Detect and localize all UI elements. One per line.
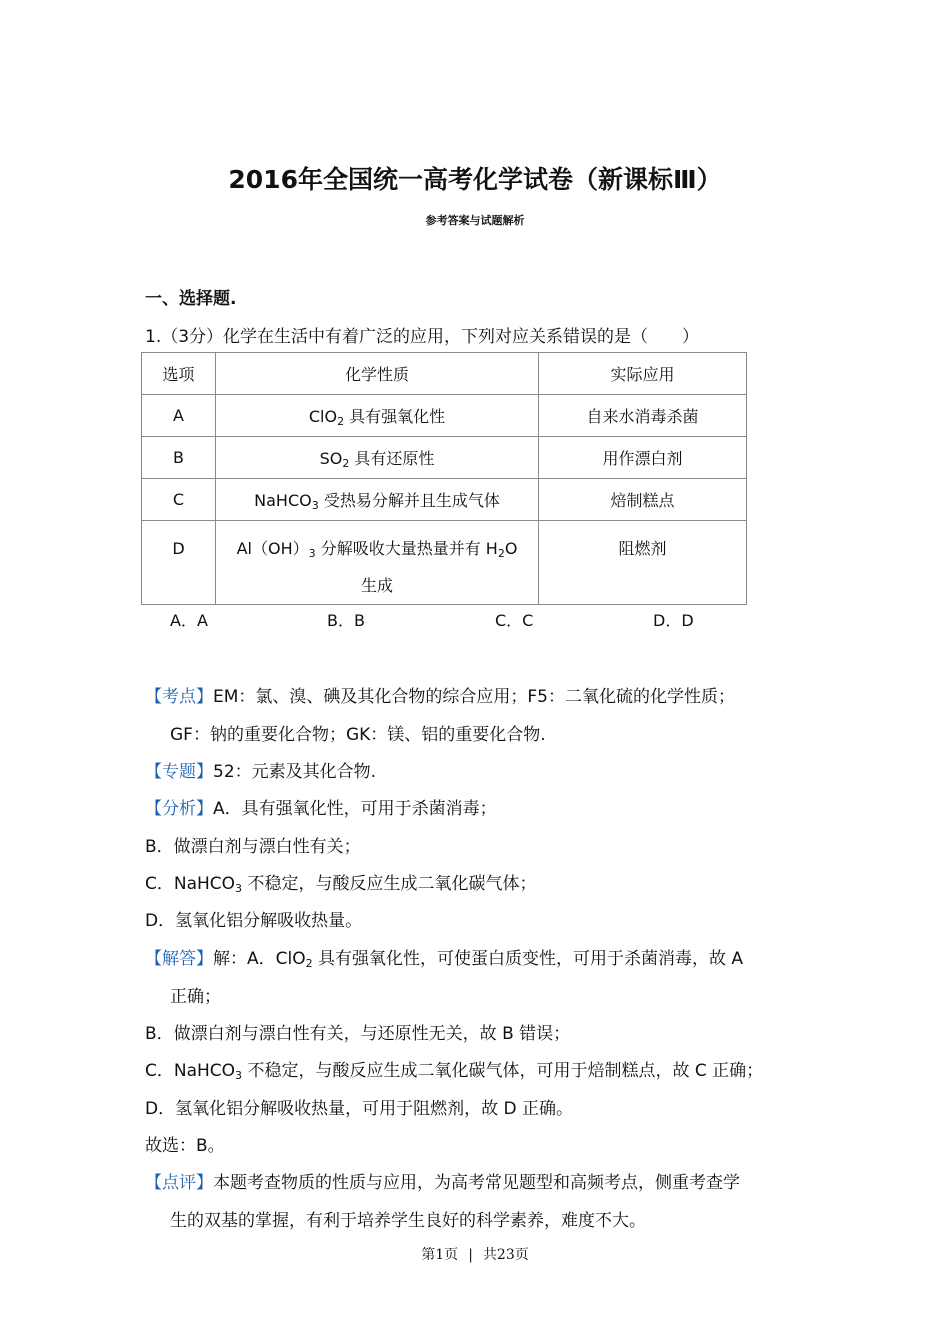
footer-separator: | [468, 1247, 473, 1263]
fenxi-tag: 【分析】 [145, 799, 213, 819]
jieda-a-line-2: 正确； [170, 987, 221, 1007]
choice-a: A．A [170, 611, 208, 630]
question-stem: 1.（3分）化学在生活中有着广泛的应用，下列对应关系错误的是（ ） [145, 327, 700, 347]
fenxi-line: 【分析】A．具有强氧化性，可用于杀菌消毒； [145, 799, 497, 819]
zhuanti-tag: 【专题】 [145, 762, 213, 782]
section-heading: 一、选择题. [145, 289, 237, 309]
row-property: $SO_2$ 具有还原性 [216, 437, 539, 479]
row-application: 阻燃剂 [539, 521, 747, 605]
row-application: 自来水消毒杀菌 [539, 395, 747, 437]
jieda-d: D．氢氧化铝分解吸收热量，可用于阻燃剂，故 D 正确。 [145, 1099, 573, 1119]
document-subtitle: 参考答案与试题解析 [425, 214, 525, 227]
dianping-line: 【点评】本题考查物质的性质与应用，为高考常见题型和高频考点，侧重考查学 [145, 1173, 740, 1193]
document-title: 2016年全国统一高考化学试卷（新课标Ⅲ） [228, 165, 722, 194]
table-row [142, 395, 747, 437]
header-property: 化学性质 [216, 353, 539, 395]
fenxi-c: C．NaHCO$_3$ 不稳定，与酸反应生成二氧化碳气体； [145, 874, 537, 895]
choice-d: D．D [653, 611, 694, 630]
question-table [141, 352, 747, 605]
zhuanti-line: 【专题】52：元素及其化合物. [145, 762, 377, 782]
choice-b: B．B [327, 611, 365, 630]
table-header-row [142, 353, 747, 395]
jieda-tag: 【解答】 [145, 949, 213, 969]
kaodian-line-2: GF：钠的重要化合物；GK：镁、铝的重要化合物. [170, 725, 546, 745]
row-option: B [142, 437, 216, 479]
table-row [142, 521, 747, 605]
row-property: ClO$_2$ 具有强氧化性 [216, 395, 539, 437]
page-number: 第1页 [421, 1247, 459, 1263]
fenxi-d: D．氢氧化铝分解吸收热量。 [145, 911, 363, 931]
kaodian-line: 【考点】EM：氯、溴、碘及其化合物的综合应用；F5：二氧化硫的化学性质； [145, 687, 736, 707]
jieda-b: B．做漂白剂与漂白性有关，与还原性无关，故 B 错误； [145, 1024, 571, 1044]
header-application: 实际应用 [539, 353, 747, 395]
header-option: 选项 [142, 353, 216, 395]
answer-choices [170, 608, 730, 632]
dianping-line-2: 生的双基的掌握，有利于培养学生良好的科学素养，难度不大。 [170, 1211, 646, 1231]
page-footer [0, 1244, 950, 1264]
row-property: NaHCO$_3$ 受热易分解并且生成气体 [216, 479, 539, 521]
answer-line: 故选：B。 [145, 1136, 225, 1156]
row-option: D [142, 521, 216, 605]
jieda-line: 【解答】解：A．ClO$_2$ 具有强氧化性，可使蛋白质变性，可用于杀菌消毒，故 A [145, 949, 744, 970]
row-property: $Al(OH)_3$ 分解吸收大量热量并有 $H_2O$ 生成 [216, 521, 539, 605]
table-row [142, 479, 747, 521]
table-row [142, 437, 747, 479]
jieda-c: C．NaHCO$_3$ 不稳定，与酸反应生成二氧化碳气体，可用于焙制糕点，故 C 正确； [145, 1061, 764, 1082]
row-option: C [142, 479, 216, 521]
dianping-tag: 【点评】 [145, 1173, 213, 1193]
fenxi-b: B．做漂白剂与漂白性有关； [145, 837, 361, 857]
row-option: A [142, 395, 216, 437]
page-total: 共23页 [482, 1247, 529, 1263]
kaodian-tag: 【考点】 [145, 687, 213, 707]
choice-c: C．C [495, 611, 534, 630]
row-application: 用作漂白剂 [539, 437, 747, 479]
row-application: 焙制糕点 [539, 479, 747, 521]
